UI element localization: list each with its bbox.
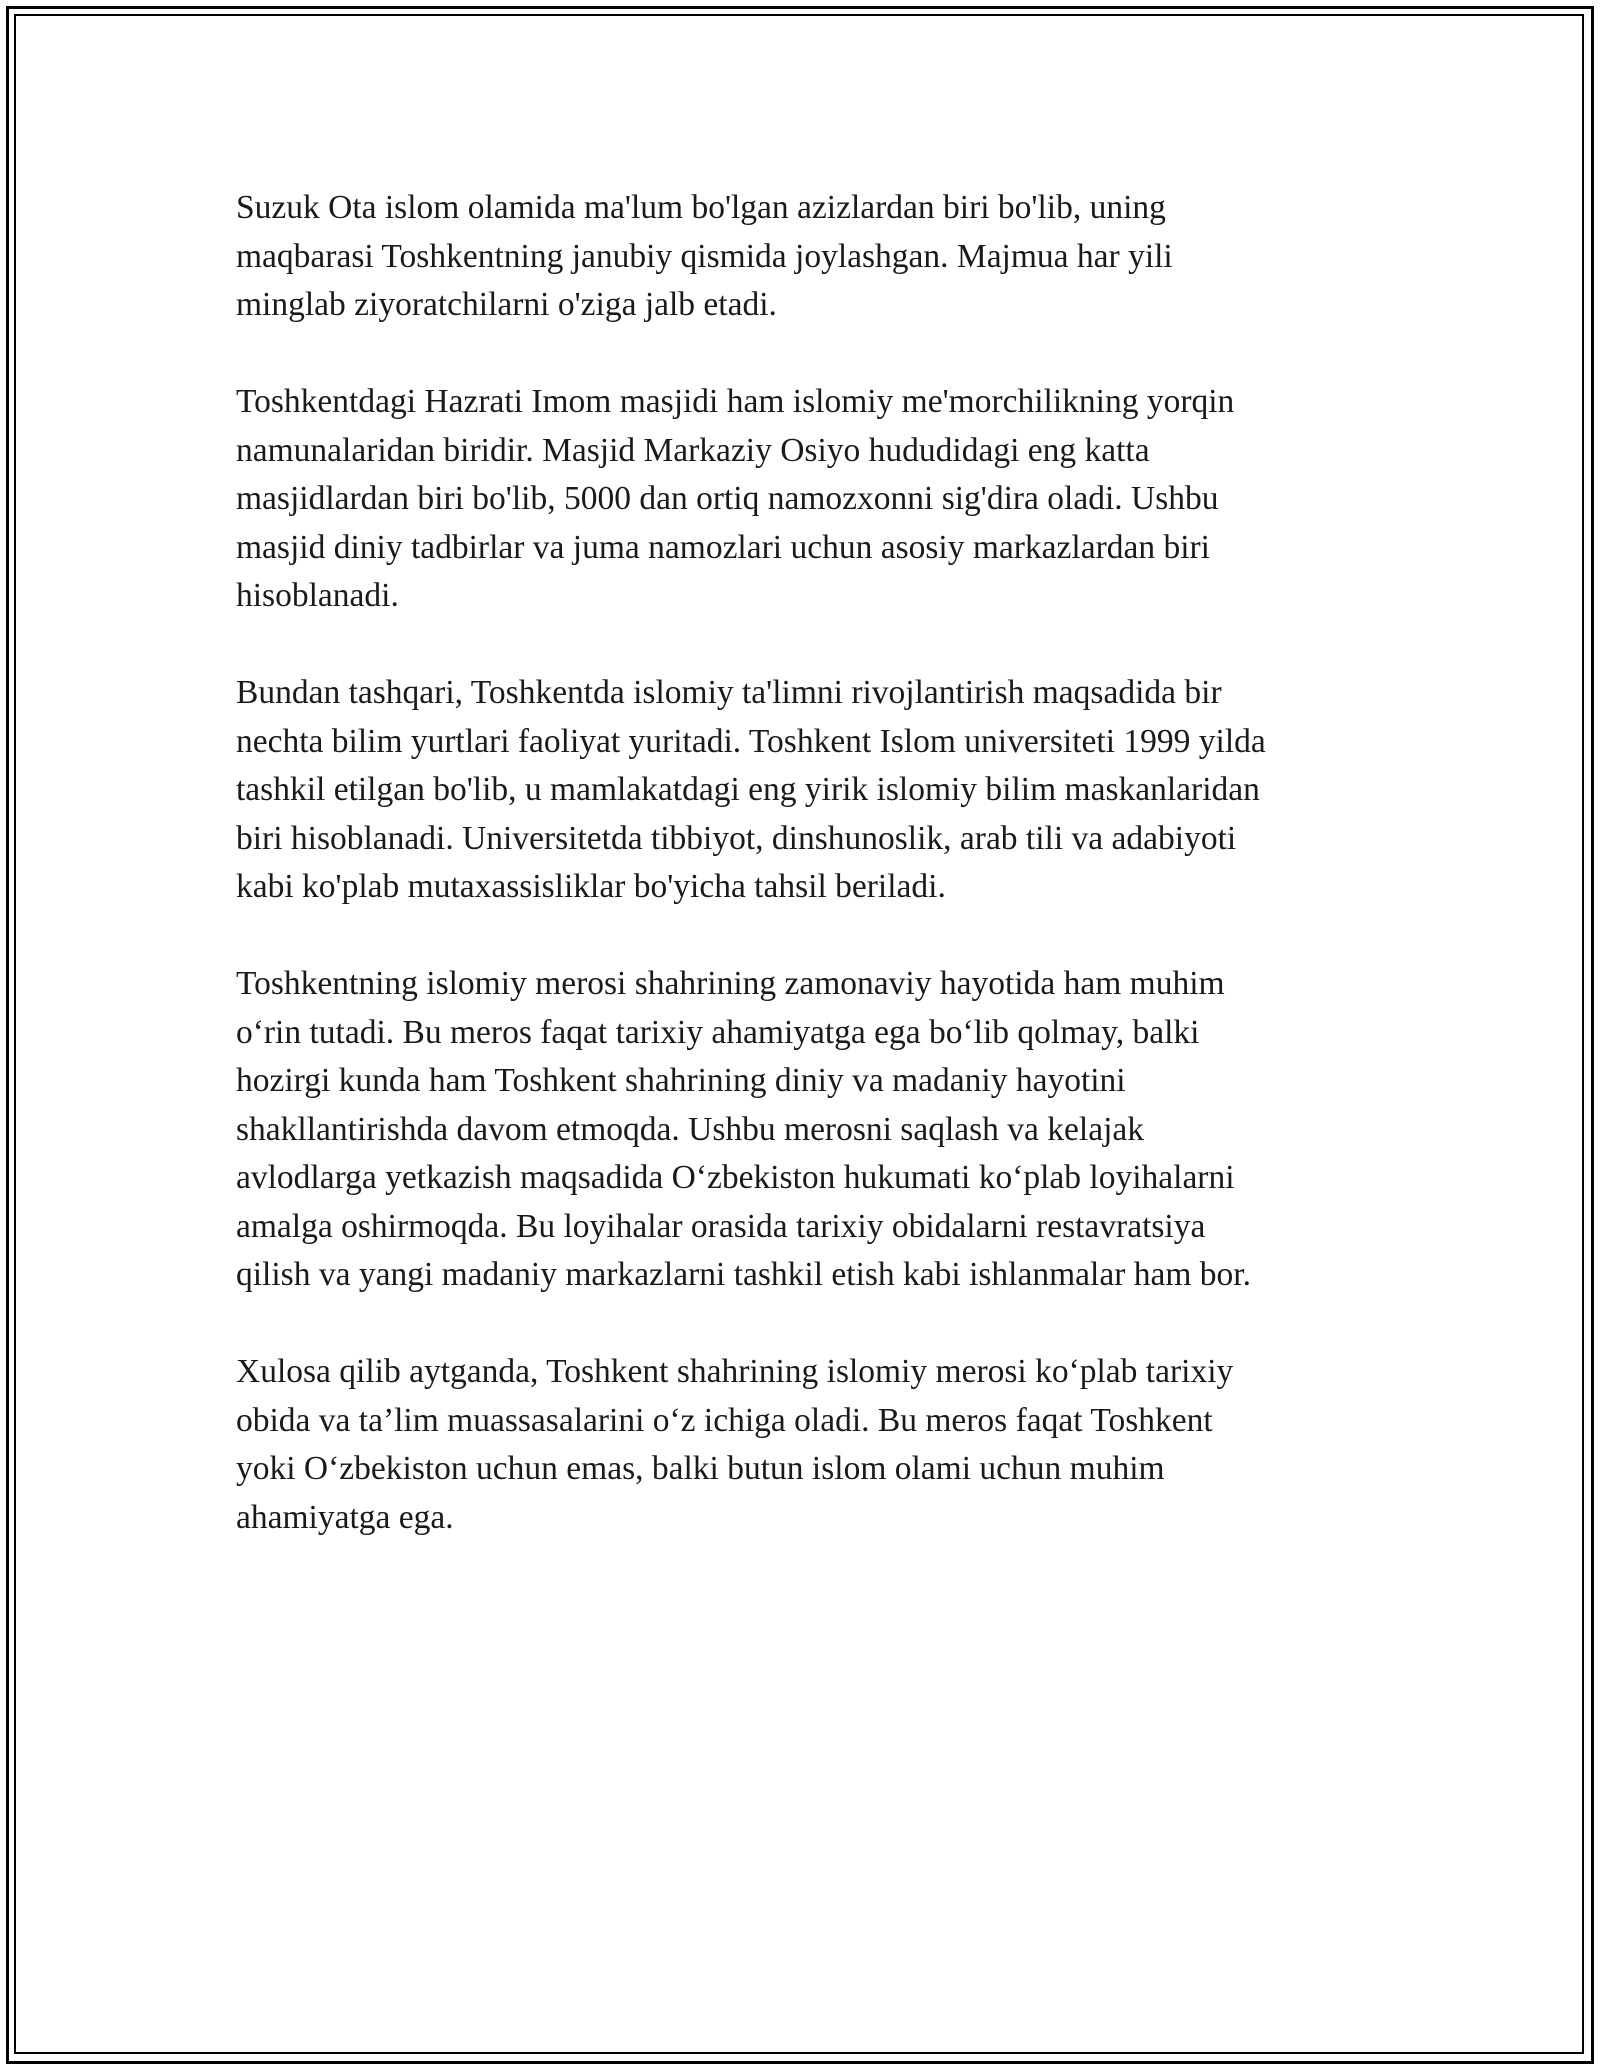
paragraph-islamic-education: Bundan tashqari, Toshkentda islomiy ta'limni rivojlantirish maqsadida bir nechta bilim yurtlari faoliyat yuritadi. Toshkent Islom universiteti 1999 yilda tashkil etilgan bo'lib, u mamlakatdagi eng yirik islomiy bilim maskanlaridan biri hisoblanadi. Universitetda tibbiyot, dinshunoslik, arab tili va adabiyoti kabi ko'plab mutaxassisliklar bo'yicha tahsil beriladi. <box>236 674 1266 905</box>
document-body <box>236 184 1376 1591</box>
paragraph-suzuk-ota: Suzuk Ota islom olamida ma'lum bo'lgan azizlardan biri bo'lib, uning maqbarasi Toshkentning janubiy qismida joylashgan. Majmua har yili minglab ziyoratchilarni o'ziga jalb etadi. <box>236 189 1173 323</box>
paragraph-hazrati-imom: Toshkentdagi Hazrati Imom masjidi ham islomiy me'morchilikning yorqin namunalaridan biridir. Masjid Markaziy Osiyo hududidagi eng katta masjidlardan biri bo'lib, 5000 dan ortiq namozxonni sig'dira oladi. Ushbu masjid diniy tadbirlar va juma namozlari uchun asosiy markazlardan biri hisoblanadi. <box>236 383 1235 614</box>
paragraph-conclusion: Xulosa qilib aytganda, Toshkent shahrining islomiy merosi ko‘plab tarixiy obida va ta’lim muassasalarini o‘z ichiga oladi. Bu meros faqat Toshkent yoki O‘zbekiston uchun emas, balki butun islom olami uchun muhim ahamiyatga ega. <box>236 1353 1234 1536</box>
paragraph-islamic-heritage: Toshkentning islomiy merosi shahrining zamonaviy hayotida ham muhim o‘rin tutadi. Bu meros faqat tarixiy ahamiyatga ega bo‘lib qolmay, balki hozirgi kunda ham Toshkent shahrining diniy va madaniy hayotini shakllantirishda davom etmoqda. Ushbu merosni saqlash va kelajak avlodlarga yetkazish maqsadida O‘zbekiston hukumati ko‘plab loyihalarni amalga oshirmoqda. Bu loyihalar orasida tarixiy obidalarni restavratsiya qilish va yangi madaniy markazlarni tashkil etish kabi ishlanmalar ham bor. <box>236 965 1251 1293</box>
